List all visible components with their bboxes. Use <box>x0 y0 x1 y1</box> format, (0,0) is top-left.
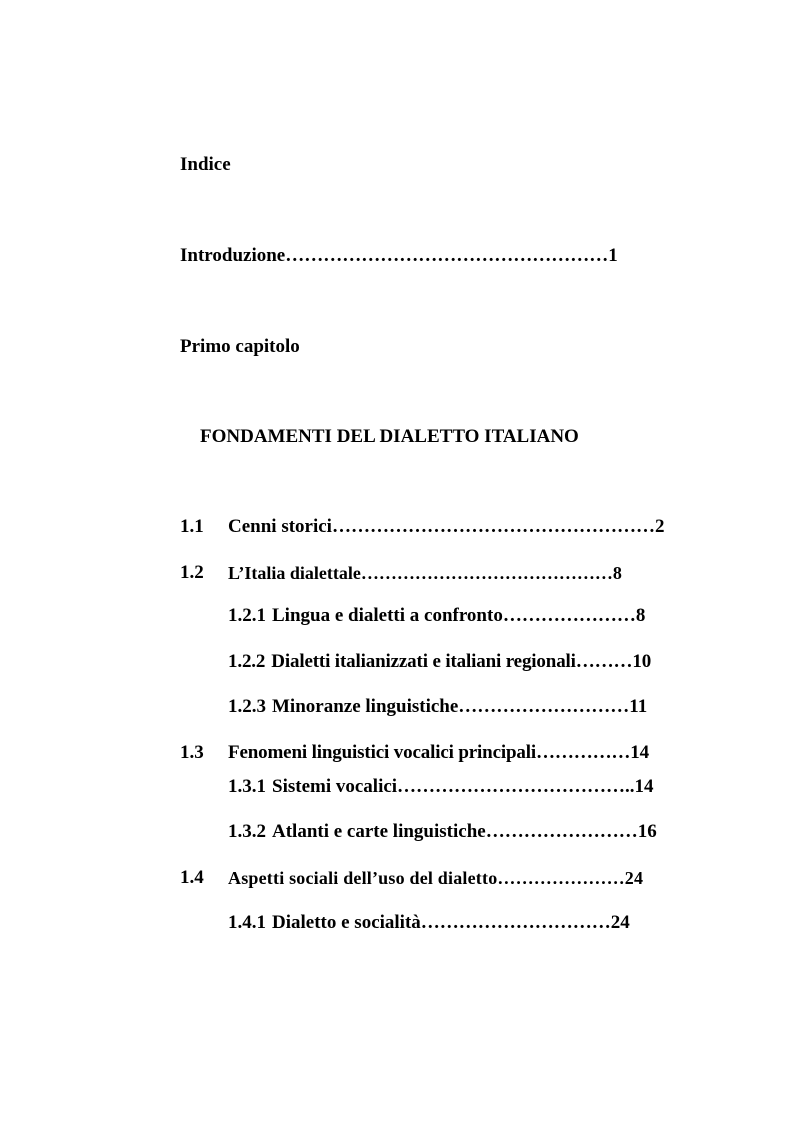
toc-entry-text: Dialetto e socialità…………………………24 <box>272 912 630 933</box>
index-title: Indice <box>180 154 231 175</box>
toc-entry-text: Minoranze linguistiche………………………11 <box>272 696 648 717</box>
toc-entry-number: 1.2.2 <box>228 651 266 672</box>
toc-entry-text: Atlanti e carte linguistiche……………………16 <box>272 821 657 842</box>
toc-entry-number: 1.4 <box>180 867 204 888</box>
toc-entry-number: 1.4.1 <box>228 912 266 933</box>
toc-entry-text: Lingua e dialetti a confronto…………………8 <box>272 605 646 626</box>
toc-subentry <box>228 604 645 628</box>
toc-entry-number: 1.2.3 <box>228 696 266 717</box>
chapter-title: FONDAMENTI DEL DIALETTO ITALIANO <box>200 426 579 447</box>
toc-subentry <box>228 650 651 674</box>
toc-entry-number: 1.3.2 <box>228 821 266 842</box>
toc-subentry <box>228 911 630 935</box>
toc-entry-text: Cenni storici……………………………………………2 <box>228 516 665 537</box>
toc-entry-text: Fenomeni linguistici vocalici principali……………14 <box>228 742 649 763</box>
toc-entry-number: 1.1 <box>180 516 204 537</box>
toc-entry-number: 1.3.1 <box>228 776 266 797</box>
toc-entry-text: L’Italia dialettale……………………………………8 <box>228 563 622 583</box>
toc-entry-number: 1.2 <box>180 562 204 583</box>
toc-entry-number: 1.3 <box>180 742 204 763</box>
chapter-label: Primo capitolo <box>180 336 300 357</box>
toc-entry-number: 1.2.1 <box>228 605 266 626</box>
toc-entry-text: Dialetti italianizzati e italiani regionali………10 <box>271 651 652 672</box>
toc-entry-text: Sistemi vocalici………………………………..14 <box>272 776 654 797</box>
toc-entry-text: Aspetti sociali dell’uso del dialetto…………………24 <box>228 868 644 888</box>
toc-entry-introduction: Introduzione……………………………………………1 <box>180 245 618 266</box>
toc-subentry <box>228 695 647 719</box>
toc-subentry <box>228 775 654 799</box>
toc-subentry <box>228 820 657 844</box>
